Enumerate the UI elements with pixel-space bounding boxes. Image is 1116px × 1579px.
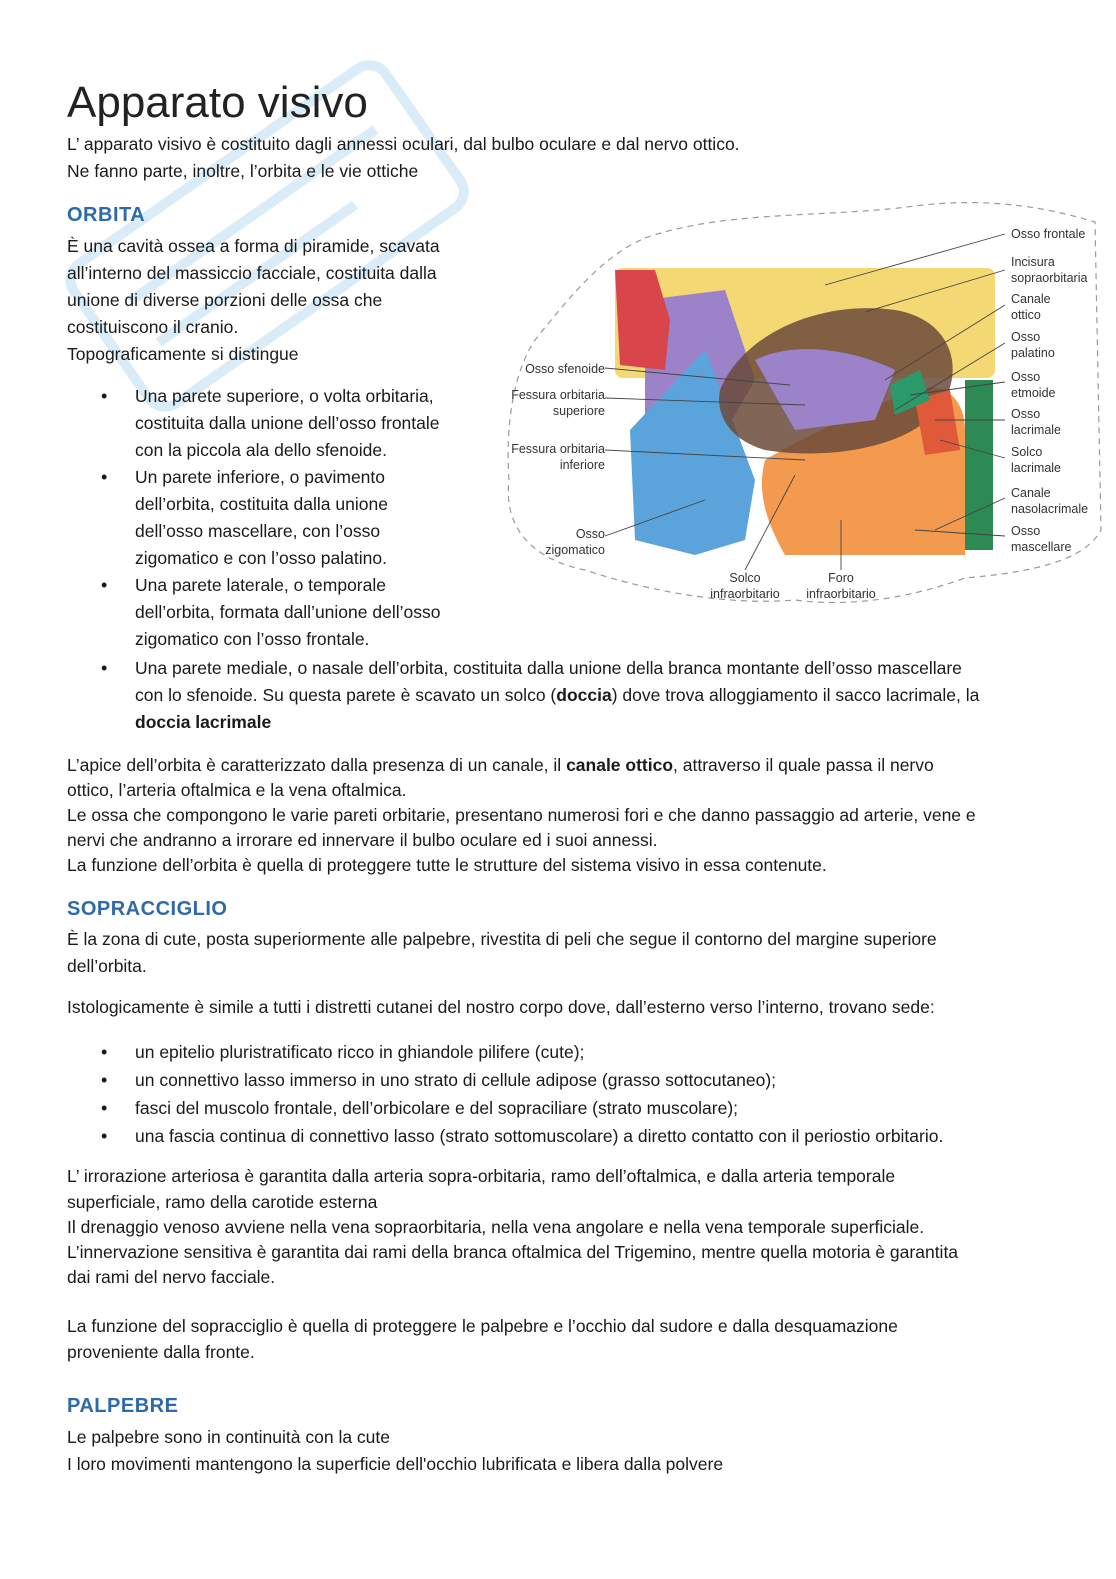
label-fessura-orbitaria-inf: Fessura orbitaria [511,442,605,456]
sopracciglio-desc-line: dell’orbita. [67,956,147,976]
orbita-desc-line: costituiscono il cranio. [67,317,239,337]
label-infraorbitario: infraorbitario [710,587,780,601]
sopracciglio-vasc-line: dai rami del nervo facciale. [67,1267,276,1287]
orbita-medial-list [67,655,1067,736]
label-canale: Canale [1011,486,1051,500]
label-foro: Foro [828,571,854,585]
page-title: Apparato visivo [67,78,368,127]
orbita-bones-line: nervi che andranno a irrorare ed innervare il bulbo oculare ed i suoi annessi. [67,830,658,850]
sopracciglio-vasc-line: Il drenaggio venoso avviene nella vena sopraorbitaria, nella vena angolare e nella vena temporale superficiale. [67,1217,925,1237]
label-canale: Canale [1011,292,1051,306]
list-item: • fasci del muscolo frontale, dell’orbicolare e del sopraciliare (strato muscolare); [67,1094,1067,1122]
palpebre-line: I loro movimenti mantengono la superficie dell'occhio lubrificata e libera dalla polvere [67,1454,724,1474]
intro-line-2: Ne fanno parte, inoltre, l’orbita e le vie ottiche [67,161,419,181]
sopracciglio-function-line: proveniente dalla fronte. [67,1342,255,1362]
label-osso: Osso [1011,330,1041,344]
label-solco: Solco [729,571,761,585]
sopracciglio-vasc-line: superficiale, ramo della carotide esterna [67,1192,378,1212]
orbita-bones-line: Le ossa che compongono le varie pareti orbitarie, presentano numerosi fori e che danno passaggio ad arterie, vene e [67,805,976,825]
orbita-function-line: La funzione dell’orbita è quella di proteggere tutte le strutture del sistema visivo in essa contenute. [67,855,827,875]
label-solco: Solco [1011,445,1043,459]
label-superiore: superiore [552,404,605,418]
sopracciglio-layers-list [67,1038,1067,1150]
sopracciglio-vasc-line: L’innervazione sensitiva è garantita dai rami della branca oftalmica del Trigemino, mentre quella motoria è garantita [67,1242,959,1262]
label-fessura-orbitaria-sup: Fessura orbitaria [511,388,605,402]
orbita-apex-line: L’apice dell’orbita è caratterizzato dalla presenza di un canale, il canale ottico, attraverso il quale passa il nervo [67,755,934,775]
orbita-walls-list [67,383,507,653]
palpebre-line: Le palpebre sono in continuità con la cute [67,1427,391,1447]
list-item: • Un parete inferiore, o pavimento dell’orbita, costituita dalla unione dell’osso mascellare, con l’osso zigomatico e con l’osso palatino. [67,464,507,572]
orbita-topo-text: Topograficamente si distingue [67,344,299,364]
list-item: • una fascia continua di connettivo lasso (strato sottomuscolare) a diretto contatto con il periostio orbitario. [67,1122,1067,1150]
sopracciglio-desc-line: È la zona di cute, posta superiormente alle palpebre, rivestita di peli che segue il contorno del margine superiore [67,929,937,949]
label-zigomatico: zigomatico [545,543,605,557]
sopracciglio-vasc-line: L’ irrorazione arteriosa è garantita dalla arteria sopra-orbitaria, ramo dell’oftalmica, e dalla arteria temporale [67,1166,896,1186]
label-nasolacrimale: nasolacrimale [1011,502,1089,516]
label-osso: Osso [1011,407,1041,421]
orbita-apex-line: ottico, l’arteria oftalmica e la vena oftalmica. [67,780,407,800]
sopracciglio-histo-text: Istologicamente è simile a tutti i distretti cutanei del nostro corpo dove, dall’esterno verso l’interno, trovano sede: [67,997,935,1017]
intro-line-1: L’ apparato visivo è costituito dagli annessi oculari, dal bulbo oculare e dal nervo ottico. [67,134,740,154]
label-osso: Osso [1011,524,1041,538]
list-item: • Una parete superiore, o volta orbitaria, costituita dalla unione dell’osso frontale con la piccola ala dello sfenoide. [67,383,507,464]
sopracciglio-function-line: La funzione del sopracciglio è quella di proteggere le palpebre e l’occhio dal sudore e dalla desquamazione [67,1316,898,1336]
list-item: • un epitelio pluristratificato ricco in ghiandole pilifere (cute); [67,1038,1067,1066]
section-heading-sopracciglio: SOPRACCIGLIO [67,898,228,920]
label-osso-frontale: Osso frontale [1011,227,1086,241]
orbita-desc-line: unione di diverse porzioni delle ossa che [67,290,383,310]
orbita-desc-line: È una cavità ossea a forma di piramide, scavata [67,236,440,256]
list-item: • Una parete laterale, o temporale dell’orbita, formata dall’unione dell’osso zigomatico con l’osso frontale. [67,572,507,653]
section-heading-palpebre: PALPEBRE [67,1395,179,1417]
orbita-desc-line: all’interno del massiccio facciale, costituita dalla [67,263,437,283]
label-etmoide: etmoide [1011,386,1056,400]
nasal-region [965,380,993,550]
label-osso-sfenoide: Osso sfenoide [525,362,605,376]
label-osso: Osso [1011,370,1041,384]
section-heading-orbita: ORBITA [67,204,146,226]
label-ottico: ottico [1011,308,1041,322]
label-lacrimale: lacrimale [1011,461,1062,475]
list-item: • un connettivo lasso immerso in uno strato di cellule adipose (grasso sottocutaneo); [67,1066,1067,1094]
label-infraorbitario: infraorbitario [806,587,876,601]
label-osso: Osso [575,527,605,541]
label-inferiore: inferiore [559,458,605,472]
label-sopraorbitaria: sopraorbitaria [1011,271,1088,285]
orbit-anatomy-figure [495,200,1107,612]
label-incisura: Incisura [1011,255,1055,269]
list-item: • Una parete mediale, o nasale dell’orbita, costituita dalla unione della branca montante dell’osso mascellare con lo sfenoide. Su questa parete è scavato un solco (doccia) dove trova alloggiamento il sacco lacrimale, la doccia lacrimale [67,655,1067,736]
label-mascellare: mascellare [1011,540,1072,554]
label-palatino: palatino [1011,346,1055,360]
label-lacrimale: lacrimale [1011,423,1062,437]
